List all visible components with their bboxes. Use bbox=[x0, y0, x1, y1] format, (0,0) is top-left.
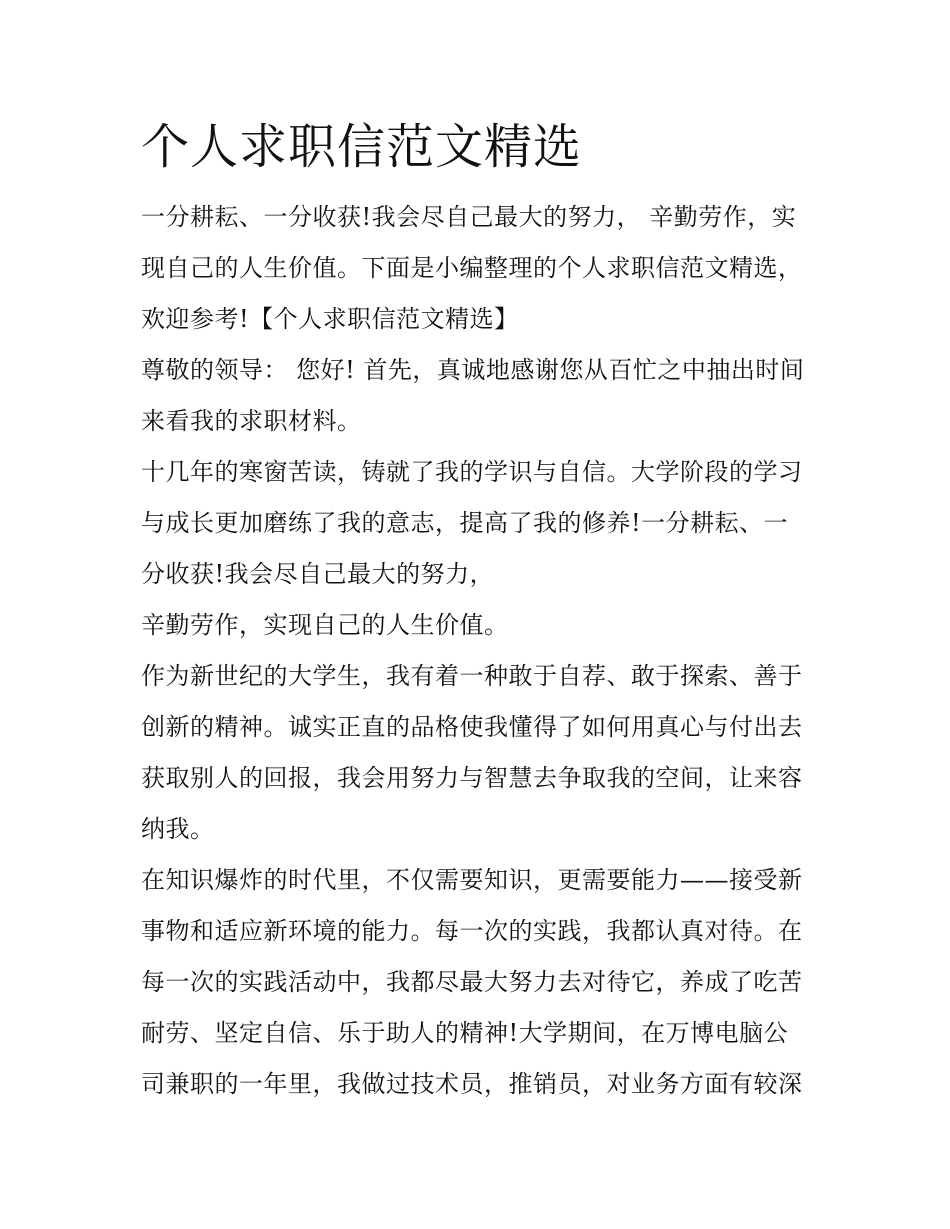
paragraph-intro: 一分耕耘、一分收获!我会尽自己最大的努力， 辛勤劳作，实 现自己的人生价值。下面是小编整理的个人求职信范文精选， 欢迎参考!【个人求职信范文精选】 bbox=[141, 203, 803, 333]
paragraph-ability: 在知识爆炸的时代里，不仅需要知识，更需要能力——接受新 事物和适应新环境的能力。每一次的实践，我都认真对待。在 每一次的实践活动中，我都尽最大努力去对待它，养成了吃苦 耐劳、坚定自信、乐于助人的精神!大学期间，在万博电脑公 司兼职的一年里，我做过技术员，推销员，对业务方面有较深 bbox=[141, 866, 803, 1098]
paragraph-study: 十几年的寒窗苦读，铸就了我的学识与自信。大学阶段的学习 与成长更加磨练了我的意志，提高了我的修养!一分耕耘、一 分收获!我会尽自己最大的努力， bbox=[141, 458, 803, 588]
paragraph-spirit: 作为新世纪的大学生，我有着一种敢于自荐、敢于探索、善于 创新的精神。诚实正直的品格使我懂得了如何用真心与付出去 获取别人的回报，我会用努力与智慧去争取我的空间，让来容 纳我。 bbox=[141, 662, 803, 843]
document-body bbox=[141, 112, 821, 1110]
document-title: 个人求职信范文精选 bbox=[141, 119, 583, 175]
paragraph-greeting: 尊敬的领导： 您好! 首先，真诚地感谢您从百忙之中抽出时间 来看我的求职材料。 bbox=[141, 356, 805, 435]
paragraph-effort: 辛勤劳作，实现自己的人生价值。 bbox=[141, 611, 509, 639]
